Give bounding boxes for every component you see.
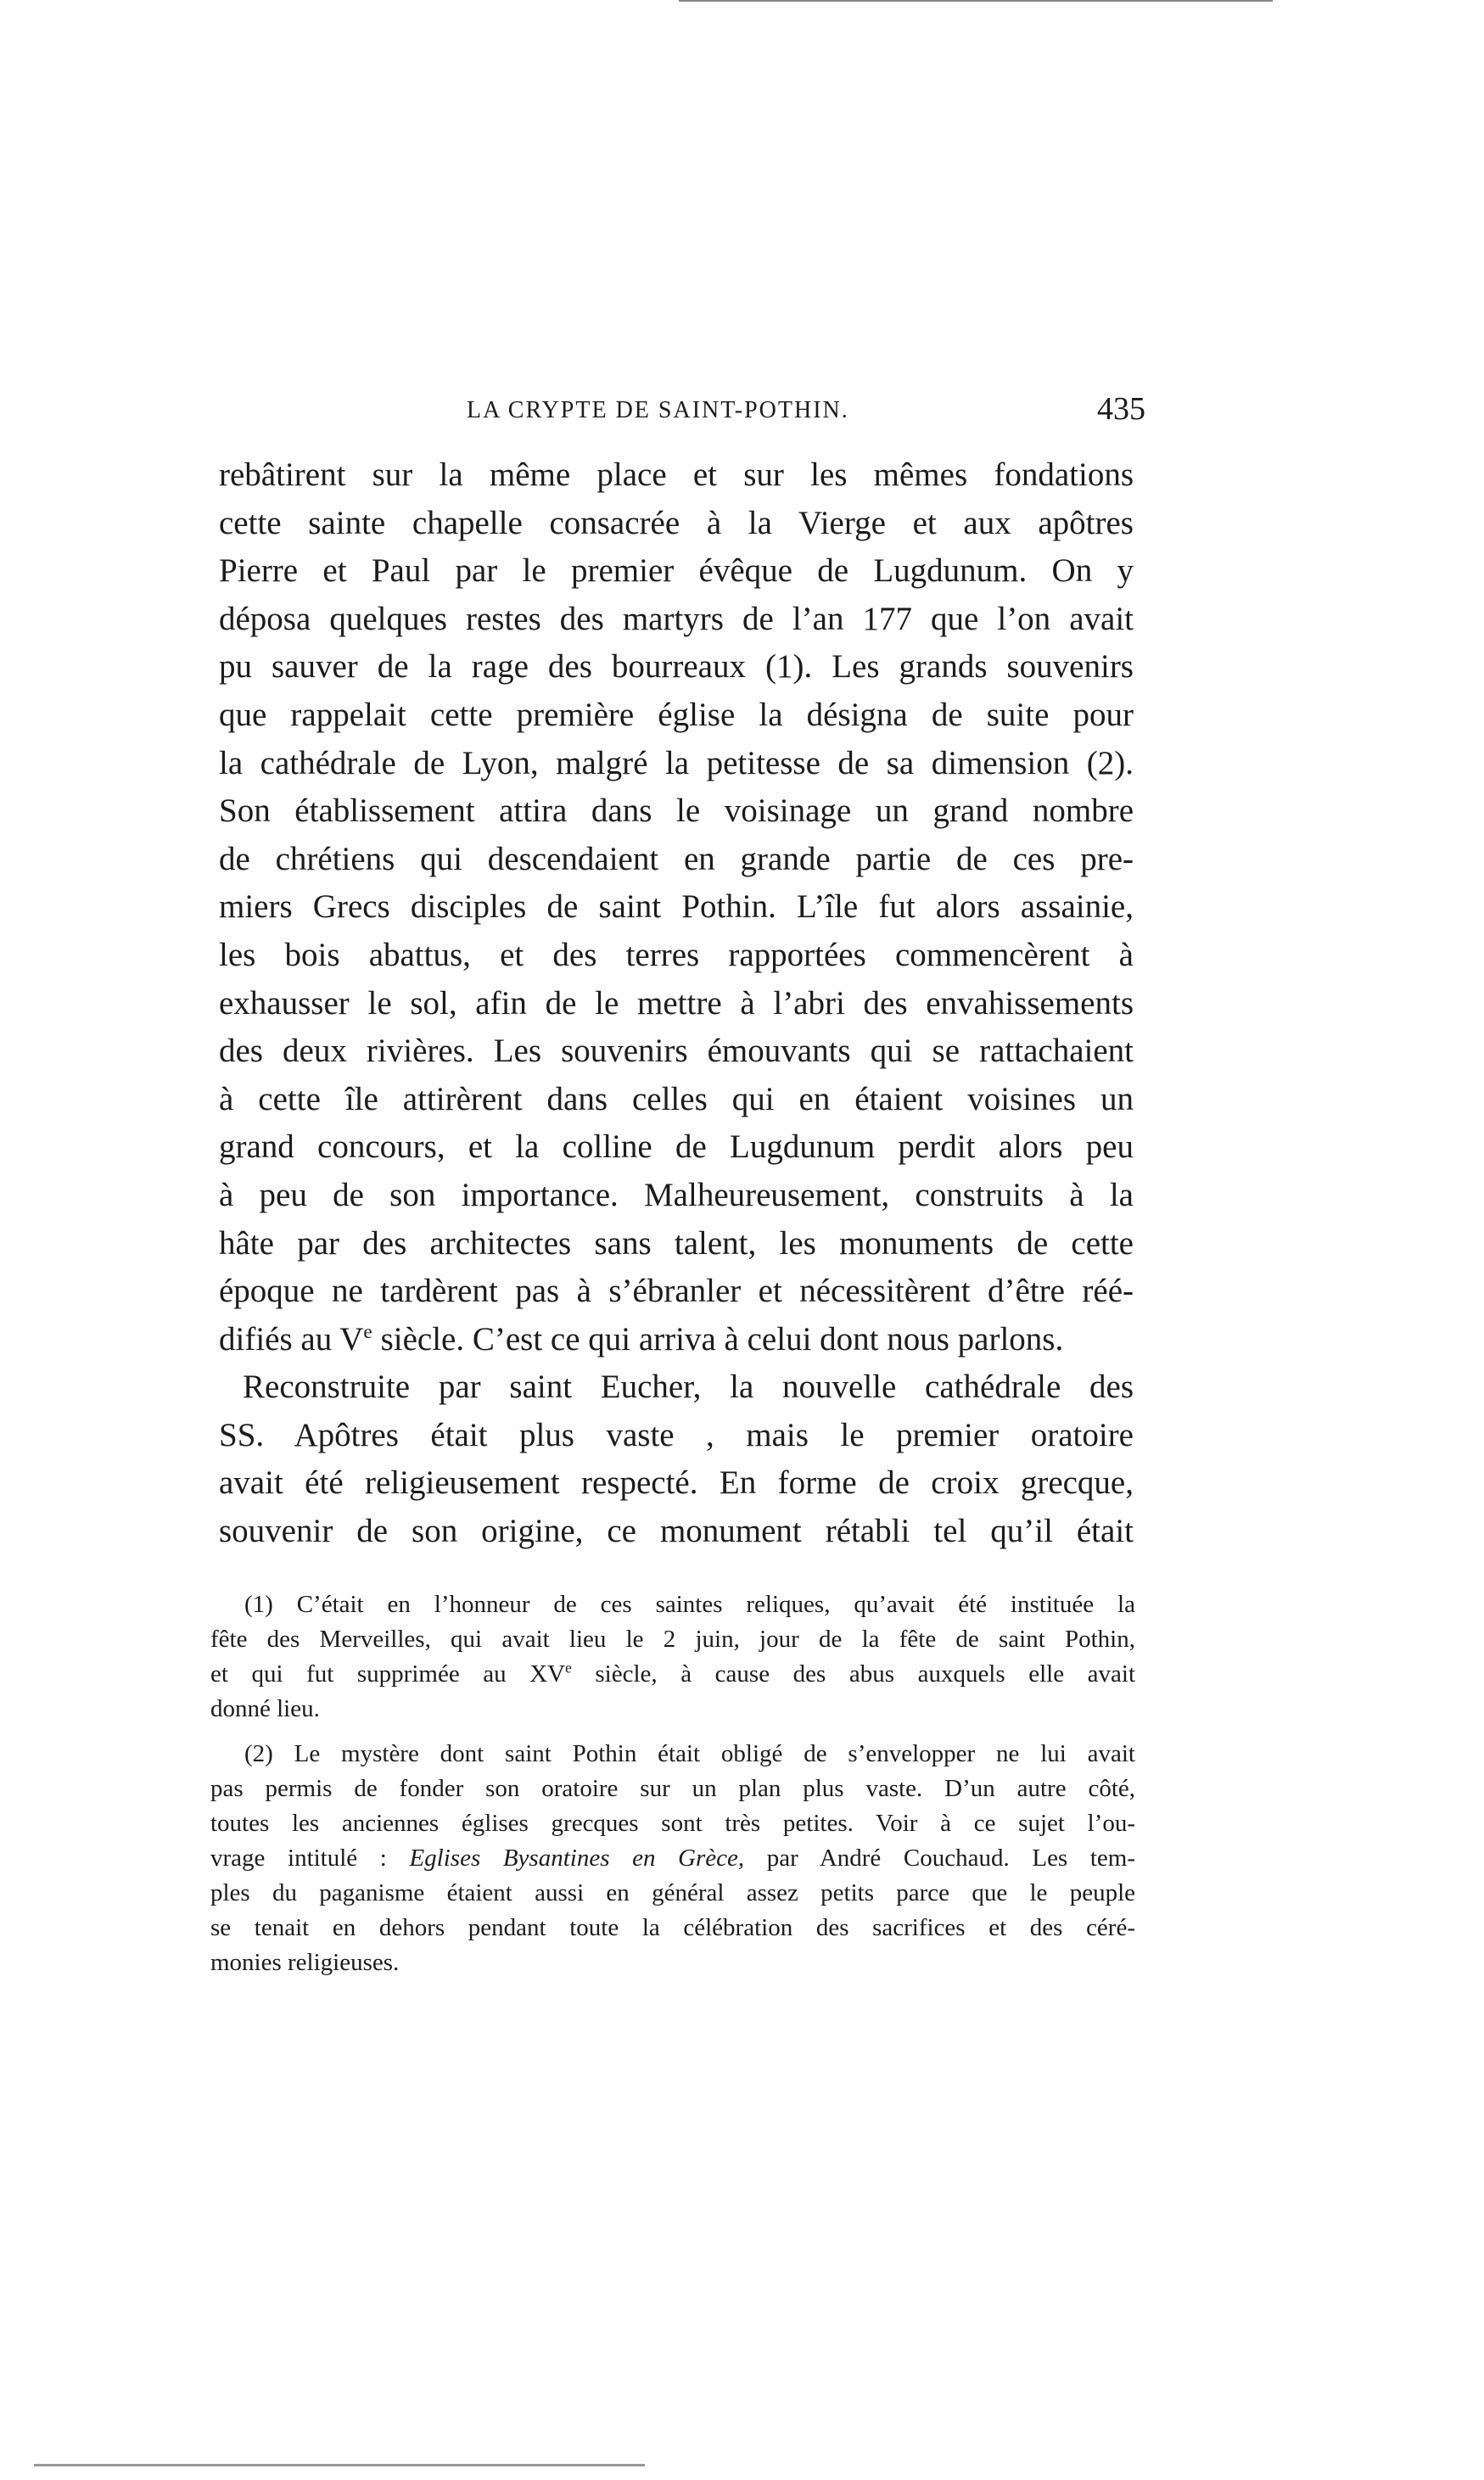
book-title: Eglises Bysantines en Grèce bbox=[409, 1845, 738, 1872]
footnote-line: donné lieu. bbox=[210, 1695, 320, 1722]
footnote-1 bbox=[210, 1587, 1135, 1727]
footnote-line bbox=[210, 1657, 1135, 1692]
text-line: Son établissement attira dans le voisinage un grand nombre bbox=[219, 792, 1134, 830]
text-line: les bois abattus, et des terres rapportées commencèrent à bbox=[219, 936, 1134, 973]
page-number: 435 bbox=[1097, 391, 1145, 427]
text-line: la cathédrale de Lyon, malgré la petitesse de sa dimension (2). bbox=[219, 744, 1134, 781]
text-fragment: et qui fut supprimée au XV bbox=[210, 1660, 566, 1688]
footnote-line bbox=[210, 1841, 1135, 1876]
footnote-line: fête des Merveilles, qui avait lieu le 2 juin, jour de la fête de saint Pothin, bbox=[210, 1626, 1135, 1653]
text-line: que rappelait cette première église la désigna de suite pour bbox=[219, 696, 1134, 733]
running-title: LA CRYPTE DE SAINT-POTHIN. bbox=[467, 397, 849, 423]
text-line: à cette île attirèrent dans celles qui en étaient voisines un bbox=[219, 1080, 1134, 1117]
text-line: hâte par des architectes sans talent, les monuments de cette bbox=[219, 1224, 1134, 1262]
footnote-2 bbox=[210, 1737, 1135, 1980]
text-line: miers Grecs disciples de saint Pothin. L’île fut alors assainie, bbox=[219, 888, 1134, 926]
footnote-line: se tenait en dehors pendant toute la célébration des sacrifices et des céré- bbox=[210, 1914, 1135, 1941]
text-line: SS. Apôtres était plus vaste , mais le premier oratoire bbox=[219, 1416, 1134, 1453]
text-line: époque ne tardèrent pas à s’ébranler et nécessitèrent d’être réé- bbox=[219, 1273, 1134, 1310]
text-fragment: , par André Couchaud. Les tem- bbox=[737, 1845, 1135, 1872]
text-line: rebâtirent sur la même place et sur les mêmes fondations bbox=[219, 456, 1134, 493]
footnotes bbox=[210, 1587, 1135, 1980]
text-line: déposa quelques restes des martyrs de l’an 177 que l’on avait bbox=[219, 600, 1134, 637]
text-line: pu sauver de la rage des bourreaux (1). Les grands souvenirs bbox=[219, 648, 1134, 686]
text-line: Reconstruite par saint Eucher, la nouvelle cathédrale des bbox=[243, 1369, 1134, 1406]
text-fragment: vrage intitulé : bbox=[210, 1845, 410, 1872]
text-line: Pierre et Paul par le premier évêque de Lugdunum. On y bbox=[219, 552, 1134, 590]
body-text bbox=[219, 451, 1134, 1556]
text-line: à peu de son importance. Malheureusement, construits à la bbox=[219, 1176, 1134, 1213]
superscript: e bbox=[565, 1659, 572, 1677]
footnote-line: toutes les anciennes églises grecques sont très petites. Voir à ce sujet l’ou- bbox=[210, 1810, 1135, 1837]
text-line: de chrétiens qui descendaient en grande partie de ces pre- bbox=[219, 840, 1134, 877]
footnote-line: monies religieuses. bbox=[210, 1949, 400, 1976]
text-fragment: siècle, à cause des abus auxquels elle avait bbox=[571, 1660, 1135, 1688]
text-line bbox=[219, 1316, 1134, 1364]
text-fragment: siècle. C’est ce qui arriva à celui dont nous parlons. bbox=[372, 1320, 1064, 1358]
text-line: exhausser le sol, afin de le mettre à l’abri des envahissements bbox=[219, 984, 1134, 1022]
footnote-line: (1) C’était en l’honneur de ces saintes reliques, qu’avait été instituée la bbox=[244, 1591, 1135, 1618]
text-fragment: difiés au V bbox=[219, 1320, 364, 1358]
footnote-gap bbox=[210, 1727, 1135, 1737]
page-header bbox=[221, 392, 1145, 433]
text-line: des deux rivières. Les souvenirs émouvants qui se rattachaient bbox=[219, 1033, 1134, 1070]
footnote-line: ples du paganisme étaient aussi en général assez petits parce que le peuple bbox=[210, 1879, 1135, 1906]
text-line: souvenir de son origine, ce monument rétabli tel qu’il était bbox=[219, 1513, 1134, 1550]
footnote-line: (2) Le mystère dont saint Pothin était obligé de s’envelopper ne lui avait bbox=[244, 1740, 1135, 1767]
text-line: cette sainte chapelle consacrée à la Vierge et aux apôtres bbox=[219, 504, 1134, 541]
scan-edge-bottom bbox=[34, 2464, 645, 2466]
footnote-line: pas permis de fonder son oratoire sur un plan plus vaste. D’un autre côté, bbox=[210, 1775, 1135, 1802]
superscript: e bbox=[363, 1320, 372, 1343]
scan-edge-top bbox=[679, 0, 1273, 2]
text-line: grand concours, et la colline de Lugdunum perdit alors peu bbox=[219, 1128, 1134, 1166]
text-line: avait été religieusement respecté. En forme de croix grecque, bbox=[219, 1464, 1134, 1502]
